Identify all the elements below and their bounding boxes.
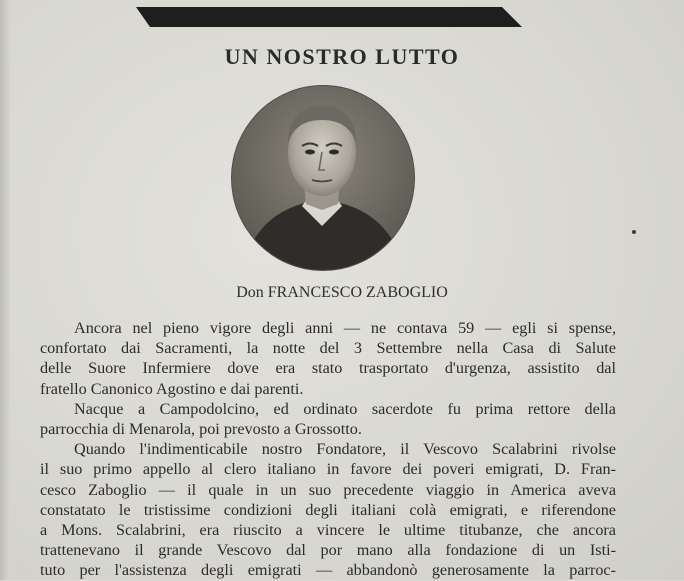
article-title: UN NOSTRO LUTTO [224,44,460,69]
body-line: Nacque a Campodolcino, ed ordinato sacerdote fu prima rettore della [74,399,616,418]
body-line: Quando l'indimenticabile nostro Fondatore, il Vescovo Scalabrini rivolse [74,440,616,459]
body-line: fratello Canonico Agostino e dai parenti. [40,379,304,398]
decorative-header-rule [136,7,522,27]
ink-speck [632,230,636,234]
body-line: il suo primo appello al clero italiano in favore dei poveri emigrati, D. Fran- [40,460,616,479]
body-line: trattenevano il grande Vescovo dal por mano alla fondazione di un Isti- [40,541,616,560]
body-line: tuto per l'assistenza degli emigrati — abbandonò generosamente la parroc- [40,561,616,580]
portrait-photo [232,86,414,270]
body-line: Ancora nel pieno vigore degli anni — ne contava 59 — egli si spense, [74,319,616,337]
article-body [40,318,616,581]
body-line: delle Suore Infermiere dove era stato trasportato d'urgenza, assistito dal [40,359,616,378]
portrait-caption: Don FRANCESCO ZABOGLIO [236,284,448,301]
body-line: confortato dai Sacramenti, la notte del 3 Settembre nella Casa di Salute [40,339,616,358]
body-line: parrocchia di Menarola, poi prevosto a Grossotto. [40,420,362,439]
body-line: a Mons. Scalabrini, era riuscito a vincere le ultime titubanze, che ancora [40,521,616,540]
body-line: constatato le tristissime condizioni degli italiani colà emigrati, e riferendone [40,500,616,519]
body-line: cesco Zaboglio — il quale in un suo precedente viaggio in America aveva [40,480,616,499]
